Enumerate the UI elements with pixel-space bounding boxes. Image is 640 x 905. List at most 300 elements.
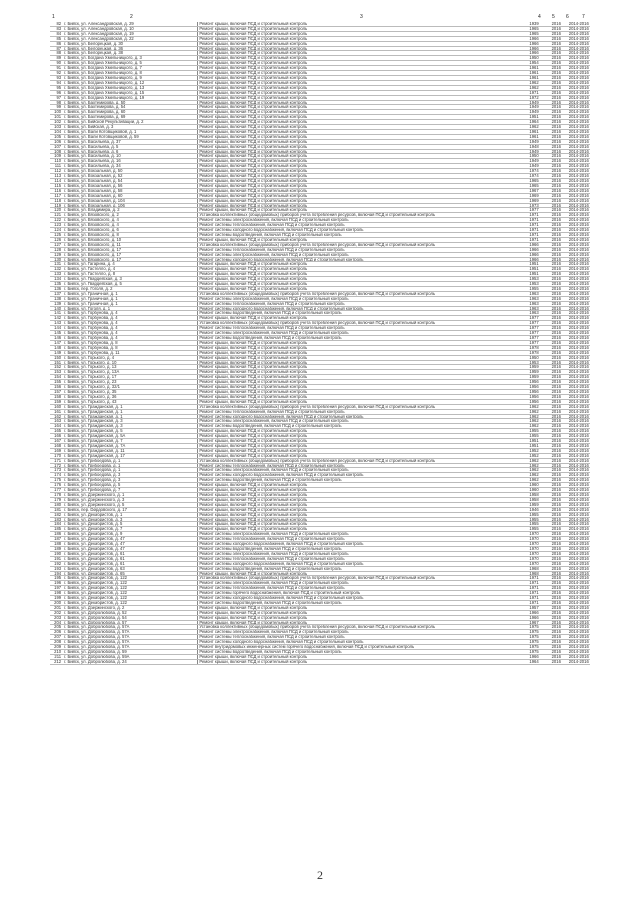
row-number: 139 — [50, 301, 63, 306]
period-cell: 2014-2016 — [568, 134, 589, 139]
period-cell: 2014-2016 — [568, 22, 589, 26]
address-cell: г. Бийск, ул. Богдана Хмельницкого, д. 5 — [63, 61, 198, 66]
row-number: 159 — [50, 399, 63, 404]
row-number: 196 — [50, 581, 63, 586]
address-cell: г. Бийск, ул. Вокзальная, д. 54 — [63, 179, 198, 184]
address-cell: г. Бийск, ул. Грибоедова, д. 5 — [63, 483, 198, 488]
build-year-cell: 1959 — [528, 365, 550, 370]
build-year-cell: 1954 — [528, 61, 550, 66]
plan-year-cell: 2016 — [551, 350, 568, 355]
period-cell: 2014-2016 — [568, 517, 589, 522]
period-cell: 2014-2016 — [568, 296, 589, 301]
build-year-cell: 1953 — [528, 277, 550, 282]
period-cell: 2014-2016 — [568, 566, 589, 571]
build-year-cell: 1974 — [528, 174, 550, 179]
period-cell: 2014-2016 — [568, 389, 589, 394]
build-year-cell: 1970 — [528, 542, 550, 547]
column-number: 7 — [582, 14, 585, 20]
work-type-cell: Ремонт крыши, включая ПСД и строительный контроль — [198, 203, 529, 208]
work-type-cell: Ремонт системы теплоснабжения, включая ПСД и строительный контроль — [198, 326, 529, 331]
row-number: 129 — [50, 252, 63, 257]
plan-year-cell: 2016 — [551, 95, 568, 100]
build-year-cell: 1977 — [528, 340, 550, 345]
row-number: 152 — [50, 365, 63, 370]
plan-year-cell: 2016 — [551, 630, 568, 635]
row-number: 110 — [50, 159, 63, 164]
work-type-cell: Ремонт крыши, включая ПСД и строительный контроль — [198, 115, 529, 120]
address-cell: г. Бийск, ул. Граничная, д. 1 — [63, 291, 198, 296]
work-type-cell: Ремонт крыши, включая ПСД и строительный контроль — [198, 85, 529, 90]
work-type-cell: Установка коллективных (общедомовых) приборов учета потребления ресурсов, включая ПСД и строительный контроль — [198, 576, 529, 581]
build-year-cell: 1966 — [528, 51, 550, 56]
period-cell: 2014-2016 — [568, 639, 589, 645]
period-cell: 2014-2016 — [568, 261, 589, 267]
address-cell: г. Бийск, ул. Вязовского, д. 2 — [63, 213, 198, 218]
column-number: 4 — [538, 14, 541, 20]
column-number: 5 — [552, 14, 555, 20]
plan-year-cell: 2016 — [551, 56, 568, 61]
plan-year-cell: 2016 — [551, 635, 568, 640]
address-cell: г. Бийск, ул. Вали Котовщиковой, д. 59 — [63, 134, 198, 139]
work-type-cell: Ремонт крыши, включая ПСД и строительный контроль — [198, 399, 529, 404]
row-number: 144 — [50, 326, 63, 331]
build-year-cell: 1970 — [528, 546, 550, 551]
plan-year-cell: 2016 — [551, 306, 568, 311]
build-year-cell: 1972 — [528, 95, 550, 100]
plan-year-cell: 2016 — [551, 380, 568, 385]
period-cell: 2014-2016 — [568, 286, 589, 291]
address-cell: г. Бийск, ул. Декабристов, д. 65 — [63, 571, 198, 576]
address-cell: г. Бийск, ул. Бийской Рекультивации, д. 2 — [63, 120, 198, 125]
row-number: 84 — [50, 31, 63, 36]
period-cell: 2014-2016 — [568, 266, 589, 272]
build-year-cell: 1975 — [528, 640, 550, 645]
address-cell: г. Бийск, ул. Декабристов, д. 61 — [63, 556, 198, 561]
work-type-cell: Ремонт крыши, включая ПСД и строительный контроль — [198, 277, 529, 282]
work-type-cell: Ремонт внутридомовых инженерных систем горячего водоснабжения, включая ПСД и строительный контроль — [198, 645, 529, 650]
work-type-cell: Ремонт крыши, включая ПСД и строительный контроль — [198, 448, 529, 453]
build-year-cell: 1956 — [528, 389, 550, 394]
work-type-cell: Ремонт крыши, включая ПСД и строительный контроль — [198, 46, 529, 51]
row-number: 142 — [50, 316, 63, 321]
period-cell: 2014-2016 — [568, 595, 589, 601]
period-cell: 2014-2016 — [568, 541, 589, 547]
row-number: 124 — [50, 228, 63, 233]
work-type-cell: Ремонт крыши, включая ПСД и строительный контроль — [198, 193, 529, 198]
work-type-cell: Ремонт крыши, включая ПСД и строительный контроль — [198, 75, 529, 80]
period-cell: 2014-2016 — [568, 350, 589, 355]
period-cell: 2014-2016 — [568, 384, 589, 390]
plan-year-cell: 2016 — [551, 139, 568, 144]
period-cell: 2014-2016 — [568, 104, 589, 110]
build-year-cell: 1961 — [528, 75, 550, 80]
address-cell: г. Бийск, пер. Døрдовского, д. 17 — [63, 507, 198, 512]
register-sheet — [50, 14, 590, 665]
row-number: 154 — [50, 375, 63, 380]
period-cell: 2014-2016 — [568, 521, 589, 527]
work-type-cell: Ремонт крыши, включая ПСД и строительный контроль — [198, 149, 529, 154]
period-cell: 2014-2016 — [568, 217, 589, 223]
row-number: 198 — [50, 591, 63, 596]
work-type-cell: Ремонт крыши, включая ПСД и строительный контроль — [198, 31, 529, 36]
plan-year-cell: 2016 — [551, 159, 568, 164]
row-number: 164 — [50, 424, 63, 429]
row-number: 188 — [50, 542, 63, 547]
build-year-cell: 1965 — [528, 183, 550, 188]
plan-year-cell: 2016 — [551, 463, 568, 468]
address-cell: г. Бийск, ул. Горького, д. 36 — [63, 394, 198, 399]
period-cell: 2014-2016 — [568, 551, 589, 556]
row-number: 174 — [50, 473, 63, 478]
address-cell: г. Бийск, ул. Васильева, д. 5 — [63, 144, 198, 149]
work-type-cell: Ремонт крыши, включая ПСД и строительный контроль — [198, 169, 529, 174]
plan-year-cell: 2016 — [551, 164, 568, 169]
work-type-cell: Ремонт системы теплоснабжения, включая ПСД и строительный контроль — [198, 635, 529, 640]
build-year-cell: 1950 — [528, 56, 550, 61]
plan-year-cell: 2016 — [551, 61, 568, 66]
period-cell: 2014-2016 — [568, 644, 589, 650]
row-number: 195 — [50, 576, 63, 581]
build-year-cell: 1963 — [528, 291, 550, 296]
work-type-cell: Ремонт крыши, включая ПСД и строительный контроль — [198, 439, 529, 444]
period-cell: 2014-2016 — [568, 615, 589, 620]
row-number: 204 — [50, 620, 63, 625]
address-cell: г. Бийск, ул. Горбунова, д. 4 — [63, 326, 198, 331]
row-number: 173 — [50, 468, 63, 473]
build-year-cell: 1948 — [528, 144, 550, 149]
work-type-cell: Ремонт крыши, включая ПСД и строительный контроль — [198, 345, 529, 350]
repair-register-table — [50, 22, 590, 665]
period-cell: 2014-2016 — [568, 129, 589, 134]
period-cell: 2014-2016 — [568, 330, 589, 336]
work-type-cell: Ремонт крыши, включая ПСД и строительный контроль — [198, 340, 529, 345]
period-cell: 2014-2016 — [568, 291, 589, 296]
row-number: 134 — [50, 277, 63, 282]
row-number: 189 — [50, 546, 63, 551]
address-cell: г. Бийск, ул. Белорецкая, д. 36 — [63, 46, 198, 51]
build-year-cell: 1955 — [528, 527, 550, 532]
plan-year-cell: 2016 — [551, 193, 568, 198]
work-type-cell: Ремонт крыши, включая ПСД и строительный контроль — [198, 174, 529, 179]
work-type-cell: Ремонт крыши, включая ПСД и строительный контроль — [198, 144, 529, 149]
row-number: 203 — [50, 615, 63, 620]
address-cell: г. Бийск, ул. Дзержинского, д. 1 — [63, 493, 198, 498]
address-cell: г. Бийск, ул. Вязовского, д. 4 — [63, 223, 198, 228]
address-cell: г. Бийск, ул. Грибоедова, д. 1 — [63, 463, 198, 468]
row-number: 212 — [50, 659, 63, 664]
row-number: 103 — [50, 125, 63, 130]
period-cell: 2014-2016 — [568, 124, 589, 130]
work-type-cell: Ремонт крыши, включая ПСД и строительный контроль — [198, 497, 529, 502]
build-year-cell: 1962 — [528, 473, 550, 478]
row-number: 162 — [50, 414, 63, 419]
period-cell: 2014-2016 — [568, 183, 589, 188]
period-cell: 2014-2016 — [568, 212, 589, 218]
address-cell: г. Бийск, ул. Горького, д. 32/1 — [63, 385, 198, 390]
build-year-cell: 1955 — [528, 522, 550, 527]
build-year-cell: 1968 — [528, 571, 550, 576]
address-cell: г. Бийск, ул. Вокзальная, д. 58 — [63, 188, 198, 193]
row-number: 146 — [50, 336, 63, 341]
plan-year-cell: 2016 — [551, 654, 568, 659]
work-type-cell: Ремонт крыши, включая ПСД и строительный контроль — [198, 80, 529, 85]
address-cell: г. Бийск, ул. Гражданская, д. 17 — [63, 453, 198, 458]
address-cell: г. Бийск, ул. Грибоедова, д. 7 — [63, 488, 198, 493]
plan-year-cell: 2016 — [551, 512, 568, 517]
work-type-cell: Ремонт крыши, включая ПСД и строительный контроль — [198, 375, 529, 380]
work-type-cell: Установка коллективных (общедомовых) приборов учета потребления ресурсов, включая ПСД и строительный контроль — [198, 404, 529, 409]
period-cell: 2014-2016 — [568, 526, 589, 532]
work-type-cell: Ремонт крыши, включая ПСД и строительный контроль — [198, 443, 529, 448]
address-cell: г. Бийск, ул. Васильева, д. 37 — [63, 139, 198, 144]
period-cell: 2014-2016 — [568, 75, 589, 80]
address-cell: г. Бийск, ул. Добролюбова, д. 57А — [63, 625, 198, 630]
work-type-cell: Ремонт крыши, включая ПСД и строительный контроль — [198, 429, 529, 434]
period-cell: 2014-2016 — [568, 281, 589, 287]
row-number: 153 — [50, 370, 63, 375]
address-cell: г. Бийск, ул. Горького, д. 17 — [63, 375, 198, 380]
work-type-cell: Ремонт системы электроснабжения, включая ПСД и строительный контроль — [198, 218, 529, 223]
plan-year-cell: 2016 — [551, 85, 568, 90]
work-type-cell: Ремонт системы водоотведения, включая ПСД и строительный контроль — [198, 546, 529, 551]
address-cell: г. Бийск, ул. Декабристов, д. 63 — [63, 566, 198, 571]
address-cell: г. Бийск, ул. Богдана Хмельницкого, д. 12 — [63, 80, 198, 85]
period-cell: 2014-2016 — [568, 605, 589, 610]
work-type-cell: Ремонт крыши, включая ПСД и строительный контроль — [198, 267, 529, 272]
row-number: 107 — [50, 144, 63, 149]
work-type-cell: Ремонт системы электроснабжения, включая ПСД и строительный контроль — [198, 581, 529, 586]
work-type-cell: Ремонт крыши, включая ПСД и строительный контроль — [198, 179, 529, 184]
build-year-cell: 1952 — [528, 448, 550, 453]
period-cell: 2014-2016 — [568, 492, 589, 497]
plan-year-cell: 2016 — [551, 620, 568, 625]
period-cell: 2014-2016 — [568, 536, 589, 542]
row-number: 125 — [50, 232, 63, 237]
address-cell: г. Бийск, ул. Гвардейская, д. 5 — [63, 282, 198, 287]
build-year-cell: 1949 — [528, 149, 550, 154]
plan-year-cell: 2016 — [551, 22, 568, 26]
period-cell: 2014-2016 — [568, 379, 589, 385]
row-number: 182 — [50, 512, 63, 517]
period-cell: 2014-2016 — [568, 36, 589, 41]
row-number: 101 — [50, 115, 63, 120]
work-type-cell: Ремонт крыши, включая ПСД и строительный контроль — [198, 316, 529, 321]
period-cell: 2014-2016 — [568, 153, 589, 159]
address-cell: г. Бийск, ул. Гражданская, д. 11 — [63, 448, 198, 453]
plan-year-cell: 2016 — [551, 129, 568, 134]
address-cell: г. Бийск, ул. Белорецкая, д. 30 — [63, 41, 198, 46]
build-year-cell: 1971 — [528, 576, 550, 581]
row-number: 116 — [50, 188, 63, 193]
address-cell: г. Бийск, ул. Гражданская, д. 5 — [63, 429, 198, 434]
row-number: 112 — [50, 169, 63, 174]
build-year-cell: 1955 — [528, 429, 550, 434]
period-cell: 2014-2016 — [568, 610, 589, 615]
work-type-cell: Ремонт крыши, включая ПСД и строительный контроль — [198, 139, 529, 144]
work-type-cell: Ремонт крыши, включая ПСД и строительный контроль — [198, 36, 529, 41]
period-cell: 2014-2016 — [568, 60, 589, 66]
address-cell: г. Бийск, ул. Горбунова, д. 4 — [63, 316, 198, 321]
plan-year-cell: 2016 — [551, 208, 568, 213]
work-type-cell: Ремонт крыши, включая ПСД и строительный контроль — [198, 41, 529, 46]
plan-year-cell: 2016 — [551, 355, 568, 360]
work-type-cell: Ремонт крыши, включая ПСД и строительный контроль — [198, 571, 529, 576]
work-type-cell: Ремонт крыши, включая ПСД и строительный контроль — [198, 527, 529, 532]
row-number: 168 — [50, 443, 63, 448]
period-cell: 2014-2016 — [568, 438, 589, 444]
build-year-cell: 1978 — [528, 350, 550, 355]
work-type-cell: Ремонт крыши, включая ПСД и строительный контроль — [198, 164, 529, 169]
period-cell: 2014-2016 — [568, 315, 589, 321]
work-type-cell: Ремонт крыши, включая ПСД и строительный контроль — [198, 502, 529, 507]
period-cell: 2014-2016 — [568, 624, 589, 630]
plan-year-cell: 2016 — [551, 286, 568, 291]
period-cell: 2014-2016 — [568, 252, 589, 257]
work-type-cell: Ремонт крыши, включая ПСД и строительный контроль — [198, 120, 529, 125]
period-cell: 2014-2016 — [568, 345, 589, 350]
work-type-cell: Ремонт системы водоотведения, включая ПСД и строительный контроль — [198, 336, 529, 341]
period-cell: 2014-2016 — [568, 31, 589, 36]
period-cell: 2014-2016 — [568, 428, 589, 434]
build-year-cell: 1949 — [528, 164, 550, 169]
work-type-cell: Ремонт крыши, включая ПСД и строительный контроль — [198, 659, 529, 664]
plan-year-cell: 2016 — [551, 336, 568, 341]
build-year-cell: 1975 — [528, 635, 550, 640]
row-number: 113 — [50, 174, 63, 179]
row-number: 105 — [50, 134, 63, 139]
plan-year-cell: 2016 — [551, 615, 568, 620]
build-year-cell: 1956 — [528, 394, 550, 399]
build-year-cell: 1971 — [528, 586, 550, 591]
plan-year-cell: 2016 — [551, 188, 568, 193]
address-cell: г. Бийск, ул. Бахтемирова, д. 60 — [63, 110, 198, 115]
plan-year-cell: 2016 — [551, 296, 568, 301]
work-type-cell: Ремонт системы теплоснабжения, включая ПСД и строительный контроль — [198, 409, 529, 414]
work-type-cell: Ремонт крыши, включая ПСД и строительный контроль — [198, 282, 529, 287]
address-cell: г. Бийск, ул. Вязовского, д. 17 — [63, 257, 198, 262]
period-cell: 2014-2016 — [568, 556, 589, 561]
row-number: 179 — [50, 497, 63, 502]
build-year-cell: 1970 — [528, 561, 550, 566]
work-type-cell: Ремонт крыши, включая ПСД и строительный контроль — [198, 286, 529, 291]
build-year-cell: 1963 — [528, 306, 550, 311]
address-cell: г. Бийск, ул. Гастелло, д. 4 — [63, 267, 198, 272]
build-year-cell: 1939 — [528, 22, 550, 26]
plan-year-cell: 2016 — [551, 389, 568, 394]
build-year-cell: 1967 — [528, 620, 550, 625]
work-type-cell: Ремонт крыши, включая ПСД и строительный контроль — [198, 385, 529, 390]
work-type-cell: Ремонт системы холодного водоснабжения, включая ПСД и строительный контроль — [198, 596, 529, 601]
work-type-cell: Ремонт крыши, включая ПСД и строительный контроль — [198, 488, 529, 493]
address-cell: г. Бийск, ул. Декабристов, д. 122 — [63, 581, 198, 586]
address-cell: г. Бийск, ул. Горького, д. 4 — [63, 355, 198, 360]
period-cell: 2014-2016 — [568, 364, 589, 370]
build-year-cell: 1975 — [528, 630, 550, 635]
plan-year-cell: 2016 — [551, 591, 568, 596]
plan-year-cell: 2016 — [551, 576, 568, 581]
plan-year-cell: 2016 — [551, 125, 568, 130]
address-cell: г. Бийск, ул. Декабристов, д. 3 — [63, 517, 198, 522]
row-number: 132 — [50, 267, 63, 272]
build-year-cell: 1977 — [528, 316, 550, 321]
plan-year-cell: 2016 — [551, 66, 568, 71]
period-cell: 2014-2016 — [568, 85, 589, 90]
build-year-cell: 1949 — [528, 100, 550, 105]
build-year-cell: 1962 — [528, 419, 550, 424]
build-year-cell: 1968 — [528, 566, 550, 571]
build-year-cell: 1963 — [528, 311, 550, 316]
build-year-cell: 1963 — [528, 301, 550, 306]
build-year-cell: 1959 — [528, 375, 550, 380]
address-cell: г. Бийск, ул. Вязовского, д. 11 — [63, 242, 198, 247]
build-year-cell: 1962 — [528, 404, 550, 409]
build-year-cell: 1951 — [528, 439, 550, 444]
build-year-cell: 1960 — [528, 483, 550, 488]
period-cell: 2014-2016 — [568, 70, 589, 76]
work-type-cell: Ремонт крыши, включая ПСД и строительный контроль — [198, 125, 529, 130]
plan-year-cell: 2016 — [551, 223, 568, 228]
address-cell: г. Бийск, ул. Добролюбова, д. 57А — [63, 640, 198, 645]
address-cell: г. Бийск, ул. Декабристов, д. 122 — [63, 596, 198, 601]
plan-year-cell: 2016 — [551, 134, 568, 139]
plan-year-cell: 2016 — [551, 385, 568, 390]
row-number: 115 — [50, 183, 63, 188]
period-cell: 2014-2016 — [568, 90, 589, 95]
work-type-cell: Ремонт крыши, включая ПСД и строительный контроль — [198, 61, 529, 66]
plan-year-cell: 2016 — [551, 517, 568, 522]
plan-year-cell: 2016 — [551, 110, 568, 115]
plan-year-cell: 2016 — [551, 340, 568, 345]
work-type-cell: Ремонт крыши, включая ПСД и строительный контроль — [198, 605, 529, 610]
plan-year-cell: 2016 — [551, 257, 568, 262]
address-cell: г. Бийск, ул. Гражданская, д. 1 — [63, 409, 198, 414]
address-cell: г. Бийск, ул. Горького, д. 43 — [63, 399, 198, 404]
row-number: 209 — [50, 645, 63, 650]
plan-year-cell: 2016 — [551, 262, 568, 267]
work-type-cell: Ремонт системы водоотведения, включая ПСД и строительный контроль — [198, 424, 529, 429]
work-type-cell: Ремонт крыши, включая ПСД и строительный контроль — [198, 610, 529, 615]
work-type-cell: Ремонт системы электроснабжения, включая ПСД и строительный контроль — [198, 252, 529, 257]
address-cell: г. Бийск, ул. Вокзальная, д. 56 — [63, 183, 198, 188]
period-cell: 2014-2016 — [568, 227, 589, 233]
column-number: 3 — [360, 14, 363, 20]
period-cell: 2014-2016 — [568, 369, 589, 375]
plan-year-cell: 2016 — [551, 537, 568, 542]
build-year-cell: 1962 — [528, 478, 550, 483]
plan-year-cell: 2016 — [551, 650, 568, 655]
work-type-cell: Ремонт системы теплоснабжения, включая ПСД и строительный контроль — [198, 223, 529, 228]
work-type-cell: Ремонт крыши, включая ПСД и строительный контроль — [198, 159, 529, 164]
address-cell: г. Бийск, ул. Добролюбова, д. 59 — [63, 650, 198, 655]
row-number: 206 — [50, 630, 63, 635]
address-cell: г. Бийск, ул. Вязовского, д. 17 — [63, 252, 198, 257]
work-type-cell: Ремонт системы холодного водоснабжения, включая ПСД и строительный контроль — [198, 542, 529, 547]
address-cell: г. Бийск, ул. Горького, д. 23 — [63, 380, 198, 385]
work-type-cell: Ремонт крыши, включая ПСД и строительный контроль — [198, 512, 529, 517]
work-type-cell: Ремонт системы холодного водоснабжения, включая ПСД и строительный контроль — [198, 306, 529, 311]
build-year-cell: 1966 — [528, 46, 550, 51]
period-cell: 2014-2016 — [568, 654, 589, 659]
work-type-cell: Ремонт системы электроснабжения, включая ПСД и строительный контроль — [198, 419, 529, 424]
build-year-cell: 1978 — [528, 345, 550, 350]
work-type-cell: Ремонт крыши, включая ПСД и строительный контроль — [198, 100, 529, 105]
period-cell: 2014-2016 — [568, 600, 589, 605]
address-cell: г. Бийск, ул. Горбунова, д. 8 — [63, 340, 198, 345]
period-cell: 2014-2016 — [568, 433, 589, 439]
period-cell: 2014-2016 — [568, 237, 589, 242]
address-cell: г. Бийск, ул. Вокзальная, д. 106 — [63, 203, 198, 208]
row-number: 157 — [50, 389, 63, 394]
